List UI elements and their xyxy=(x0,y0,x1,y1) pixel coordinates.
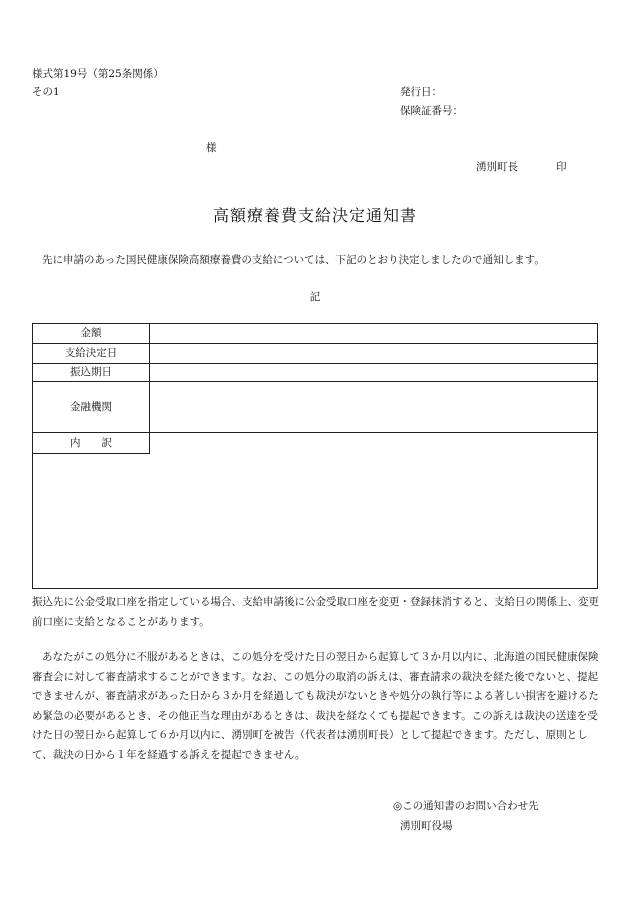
row-label-decision-date: 支給決定日 xyxy=(33,344,150,364)
account-note: 振込先に公金受取口座を指定している場合、支給申請後に公金受取口座を変更・登録抹消すると、支給日の関係上、変更前口座に支給となることがあります。 xyxy=(32,596,599,628)
table-divider xyxy=(150,363,597,364)
row-label-bank: 金融機関 xyxy=(33,382,150,433)
seal-mark: 印 xyxy=(556,161,567,173)
form-sub-number: その1 xyxy=(32,86,60,98)
table-divider xyxy=(150,432,597,433)
table-divider xyxy=(150,381,597,382)
row-label-breakdown: 内 訳 xyxy=(33,433,150,454)
contact-office: 湧別町役場 xyxy=(400,820,453,832)
addressee-honorific: 様 xyxy=(206,142,217,154)
intro-text: 先に申請のあった国民健康保険高額療養費の支給については、下記のとおり決定しましたので通知します。 xyxy=(42,254,545,266)
issuer-title: 湧別町長 xyxy=(476,161,518,173)
ki-heading: 記 xyxy=(309,291,321,303)
issue-date-label: 発行日： xyxy=(400,86,442,98)
form-number: 様式第19号（第25条関係） xyxy=(32,68,164,80)
insurance-number-label: 保険証番号： xyxy=(400,105,463,117)
appeal-notice: あなたがこの処分に不服があるときは、この処分を受けた日の翌日から起算して３か月以内に、北海道の国民健康保険審査会に対して審査請求することができます。なお、この処分の取消の訴えは、審査請求の裁決を経た後でないと、提起できませんが、審査請求があった日から３か月を経過しても裁決がないときや処分の執行等による著しい損害を避けるため緊急の必要があるとき、その他正当な理由があるときは、裁決を経なくても提起できます。この訴えは裁決の送達を受けた日の翌日から起算して６か月以内に、湧別町を被告（代表者は湧別町長）として提起できます。ただし、原則として、裁決の日から１年を経過する訴えを提起できません。 xyxy=(32,651,599,761)
document-title: 高額療養費支給決定通知書 xyxy=(212,206,417,225)
row-label-amount: 金額 xyxy=(33,324,150,344)
row-label-transfer-date: 振込期日 xyxy=(33,364,150,382)
table-divider xyxy=(150,343,597,344)
decision-table xyxy=(32,323,598,589)
contact-heading: ◎この通知書のお問い合わせ先 xyxy=(393,800,539,812)
